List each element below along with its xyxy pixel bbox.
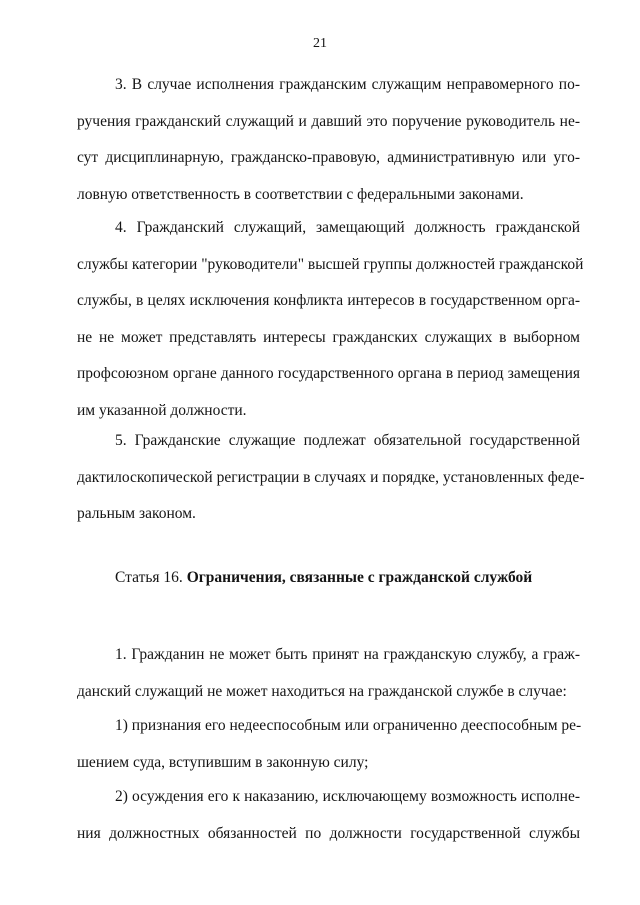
paragraph-line: не не может представлять интересы гражданских служащих в выборном: [77, 328, 580, 346]
paragraph-4: [77, 210, 584, 429]
list-item-2: [77, 779, 580, 852]
article-paragraph-1: [77, 637, 580, 710]
paragraph-line: сут дисциплинарную, гражданско-правовую, административную или уго-: [77, 149, 580, 166]
paragraph-5: [77, 423, 585, 533]
list-item-1: [77, 708, 580, 781]
paragraph-line: ния должностных обязанностей по должности государственной службы: [77, 824, 580, 842]
paragraph-line: профсоюзном органе данного государственного органа в период замещения: [77, 365, 580, 382]
page-number: 21: [313, 36, 327, 51]
paragraph-line: ловную ответственность в соответствии с федеральными законами.: [77, 185, 524, 203]
paragraph-line: ручения гражданский служащий и давший это поручение руководитель не-: [77, 112, 580, 130]
paragraph-line: 1. Гражданин не может быть принят на гражданскую службу, а граж-: [115, 646, 580, 663]
paragraph-line: 2) осуждения его к наказанию, исключающему возможность исполне-: [115, 788, 580, 805]
paragraph-line: им указанной должности.: [77, 401, 247, 419]
paragraph-line: ральным законом.: [77, 505, 196, 522]
article-heading: [115, 566, 532, 590]
paragraph-line: 1) признания его недееспособным или ограниченно дееспособным ре-: [115, 717, 582, 734]
paragraph-line: 3. В случае исполнения гражданским служащим неправомерного по-: [115, 76, 580, 93]
paragraph-line: дактилоскопической регистрации в случаях и порядке, установленных феде-: [77, 468, 585, 486]
paragraph-line: 5. Гражданские служащие подлежат обязательной государственной: [115, 432, 580, 449]
article-title: Ограничения, связанные с гражданской службой: [186, 569, 533, 586]
paragraph-3: [77, 67, 580, 213]
paragraph-line: шением суда, вступившим в законную силу;: [77, 753, 369, 771]
paragraph-line: службы категории "руководители" высшей группы должностей гражданской: [77, 255, 584, 273]
paragraph-line: службы, в целях исключения конфликта интересов в государственном орга-: [77, 292, 580, 309]
paragraph-line: данский служащий не может находиться на гражданской службе в случае:: [77, 682, 567, 700]
paragraph-line: 4. Гражданский служащий, замещающий должность гражданской: [115, 219, 580, 236]
article-prefix: Статья 16.: [115, 569, 183, 586]
